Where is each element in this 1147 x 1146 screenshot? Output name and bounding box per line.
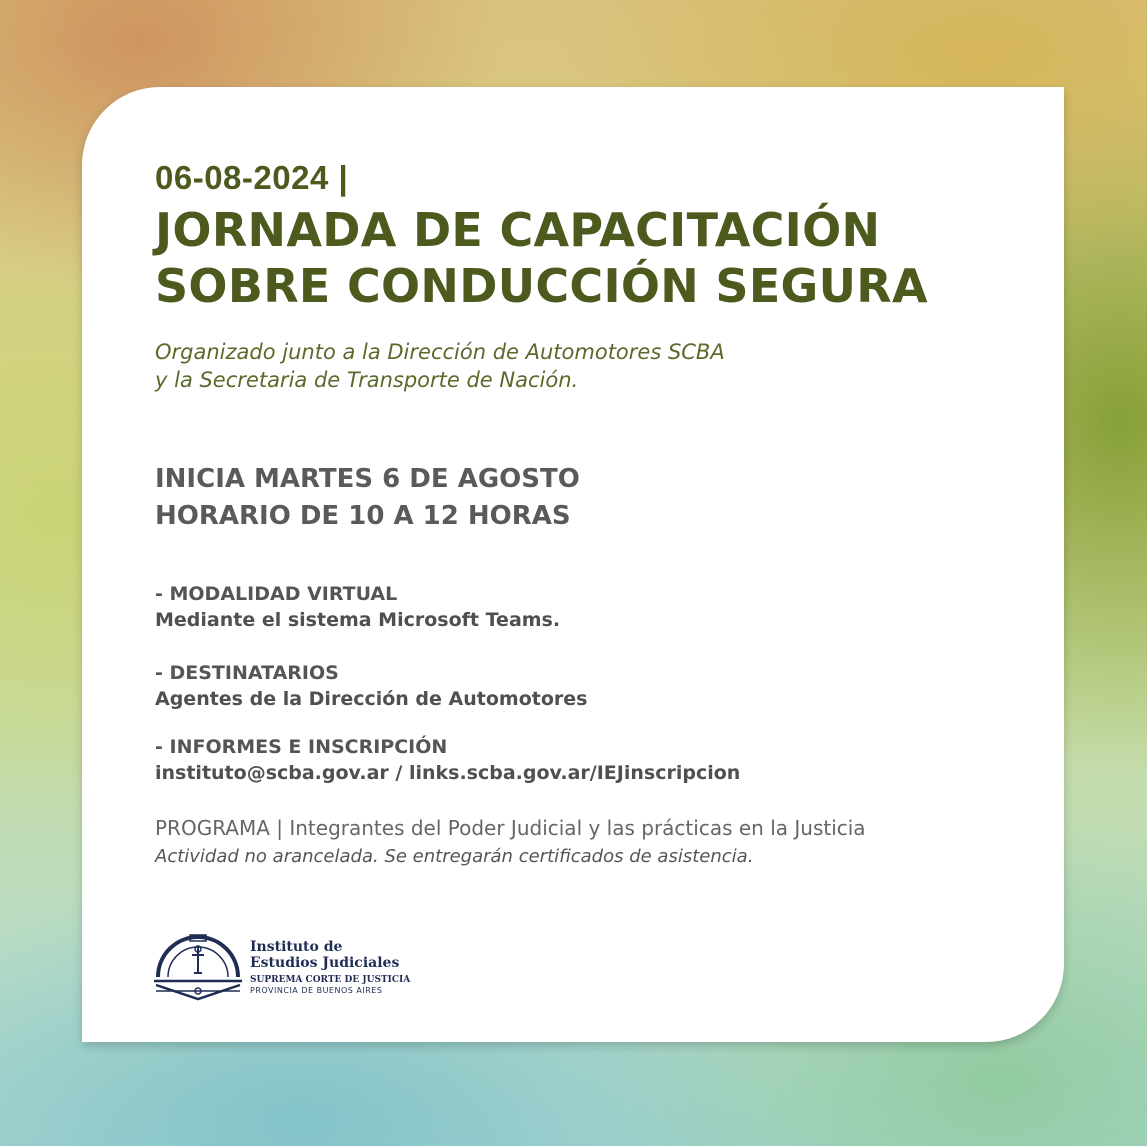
detail-heading: - DESTINATARIOS: [155, 662, 339, 684]
logo-line-2: Estudios Judiciales: [250, 955, 400, 971]
detail-text: Agentes de la Dirección de Automotores: [155, 688, 588, 710]
subtitle-line-2: y la Secretaria de Transporte de Nación.: [155, 368, 579, 392]
detail-modality: [155, 581, 560, 633]
detail-heading: - MODALIDAD VIRTUAL: [155, 583, 398, 605]
registration-links[interactable]: instituto@scba.gov.ar / links.scba.gov.ar/IEJinscripcion: [155, 762, 741, 784]
courthouse-emblem-icon: [152, 933, 244, 1001]
schedule-hours: HORARIO DE 10 A 12 HORAS: [155, 501, 571, 531]
event-date: 06-08-2024 |: [155, 159, 349, 196]
logo-text: [250, 939, 410, 996]
logo-line-1: Instituto de: [250, 939, 343, 955]
subtitle-line-1: Organizado junto a la Dirección de Automotores SCBA: [155, 340, 725, 364]
event-title: [155, 202, 928, 314]
event-schedule: [155, 461, 580, 535]
schedule-start: INICIA MARTES 6 DE AGOSTO: [155, 464, 580, 494]
institute-logo: [152, 933, 482, 1003]
event-subtitle: [155, 338, 725, 394]
detail-text: Mediante el sistema Microsoft Teams.: [155, 609, 561, 631]
detail-audience: [155, 660, 587, 712]
detail-heading: - INFORMES E INSCRIPCIÓN: [155, 736, 448, 758]
announcement-card: [82, 87, 1064, 1042]
program-line: PROGRAMA | Integrantes del Poder Judicial y las prácticas en la Justicia: [155, 816, 866, 840]
logo-line-3: SUPREMA CORTE DE JUSTICIA: [250, 975, 411, 985]
event-title-line-2: SOBRE CONDUCCIÓN SEGURA: [155, 259, 928, 313]
logo-line-4: PROVINCIA DE BUENOS AIRES: [250, 986, 383, 995]
event-title-line-1: JORNADA DE CAPACITACIÓN: [155, 203, 881, 257]
activity-note: Actividad no arancelada. Se entregarán certificados de asistencia.: [155, 846, 754, 867]
detail-registration: [155, 734, 740, 786]
